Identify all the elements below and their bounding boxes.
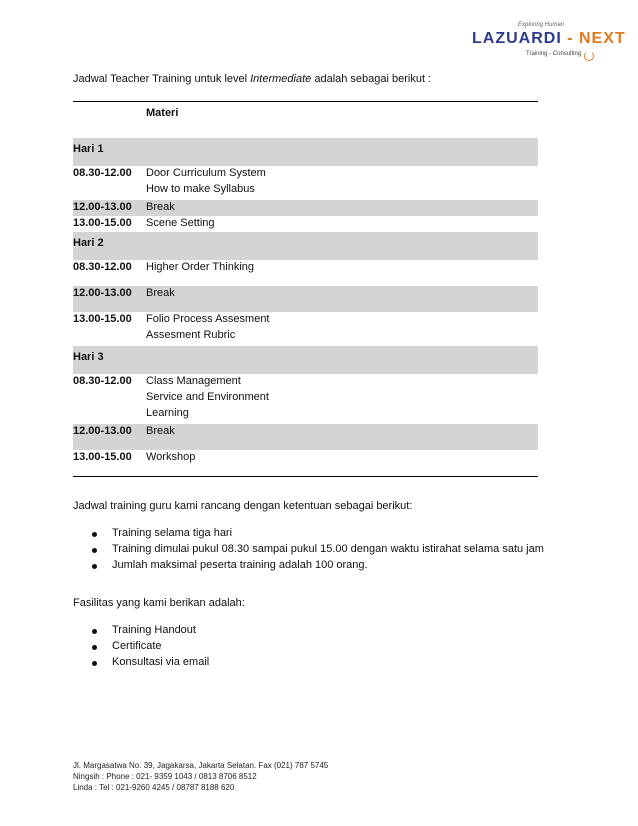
logo-brand-left: LAZUARDI <box>472 30 562 47</box>
session-topic: Assesment Rubric <box>146 329 236 341</box>
day-row <box>73 232 538 260</box>
session-row <box>73 286 538 312</box>
intro-prefix: Jadwal Teacher Training untuk level <box>73 73 251 85</box>
session-materi <box>146 200 538 216</box>
bullet-item: Jumlah maksimal peserta training adalah 100 orang. <box>90 559 544 575</box>
session-time: 12.00-13.00 <box>73 201 132 213</box>
schedule-header-row <box>73 102 538 138</box>
footer-line: Ningsih : Phone : 021- 9359 1043 / 0813 8706 8512 <box>73 772 257 781</box>
session-time: 08.30-12.00 <box>73 261 132 273</box>
session-time: 12.00-13.00 <box>73 287 132 299</box>
bullet-item: Training selama tiga hari <box>90 527 544 543</box>
session-row <box>73 312 538 346</box>
session-time: 08.30-12.00 <box>73 375 132 387</box>
schedule-intro <box>73 73 431 85</box>
intro-suffix: adalah sebagai berikut : <box>311 73 432 85</box>
session-topic: Door Curriculum System <box>146 167 266 179</box>
logo-brand-right: NEXT <box>578 30 626 47</box>
bullet-item: Training dimulai pukul 08.30 sampai pukul 15.00 dengan waktu istirahat selama satu jam <box>90 543 544 559</box>
day-row <box>73 138 538 166</box>
session-topic: Service and Environment <box>146 391 269 403</box>
session-materi <box>146 312 538 346</box>
session-topic: Class Management <box>146 375 241 387</box>
day-label: Hari 3 <box>73 351 104 363</box>
session-row <box>73 216 538 232</box>
facilities-list <box>90 624 209 672</box>
session-materi <box>146 216 538 232</box>
intro-emphasis: Intermediate <box>250 73 312 85</box>
bullet-item: Konsultasi via email <box>90 656 209 672</box>
session-materi <box>146 450 538 476</box>
session-time: 08.30-12.00 <box>73 167 132 179</box>
footer-line: Jl. Margasatwa No. 39, Jagakarsa, Jakarta Selatan. Fax (021) 787 5745 <box>73 761 329 770</box>
session-materi <box>146 374 538 424</box>
session-row <box>73 166 538 200</box>
session-topic: Higher Order Thinking <box>146 261 255 273</box>
session-materi <box>146 424 538 450</box>
session-materi <box>146 260 538 286</box>
session-materi <box>146 286 538 312</box>
company-logo <box>472 18 626 68</box>
training-intro: Jadwal training guru kami rancang dengan ketentuan sebagai berikut: <box>73 500 413 512</box>
logo-swoosh-icon <box>584 51 594 61</box>
logo-brand-dash: - <box>561 30 579 47</box>
session-topic: Scene Setting <box>146 217 215 229</box>
session-topic: Workshop <box>146 451 196 463</box>
session-topic: Folio Process Assesment <box>146 313 270 325</box>
session-row <box>73 374 538 424</box>
session-topic: Learning <box>146 407 189 419</box>
facilities-intro: Fasilitas yang kami berikan adalah: <box>73 597 245 609</box>
session-topic: Break <box>146 425 175 437</box>
session-row <box>73 450 538 476</box>
session-time: 13.00-15.00 <box>73 217 132 229</box>
session-row <box>73 424 538 450</box>
header-materi-cell: Materi <box>146 107 179 119</box>
bullet-item: Training Handout <box>90 624 209 640</box>
footer-line: Linda : Tel : 021-9260 4245 / 08787 8188 620 <box>73 783 235 792</box>
training-list <box>90 527 544 575</box>
schedule-table <box>73 101 538 477</box>
session-time: 12.00-13.00 <box>73 425 132 437</box>
session-materi <box>146 166 538 200</box>
session-time: 13.00-15.00 <box>73 313 132 325</box>
session-time: 13.00-15.00 <box>73 451 132 463</box>
logo-brand <box>472 30 626 48</box>
session-topic: Break <box>146 201 175 213</box>
session-topic: How to make Syllabus <box>146 183 255 195</box>
session-row <box>73 200 538 216</box>
footer-contact <box>73 760 328 793</box>
session-topic: Break <box>146 287 175 299</box>
session-row <box>73 260 538 286</box>
logo-tagline: Exploring Human <box>518 22 565 28</box>
day-label: Hari 1 <box>73 143 104 155</box>
bullet-item: Certificate <box>90 640 209 656</box>
logo-subtitle: Training - Consulting <box>526 51 582 57</box>
header-time-cell <box>73 102 146 107</box>
day-label: Hari 2 <box>73 237 104 249</box>
day-row <box>73 346 538 374</box>
